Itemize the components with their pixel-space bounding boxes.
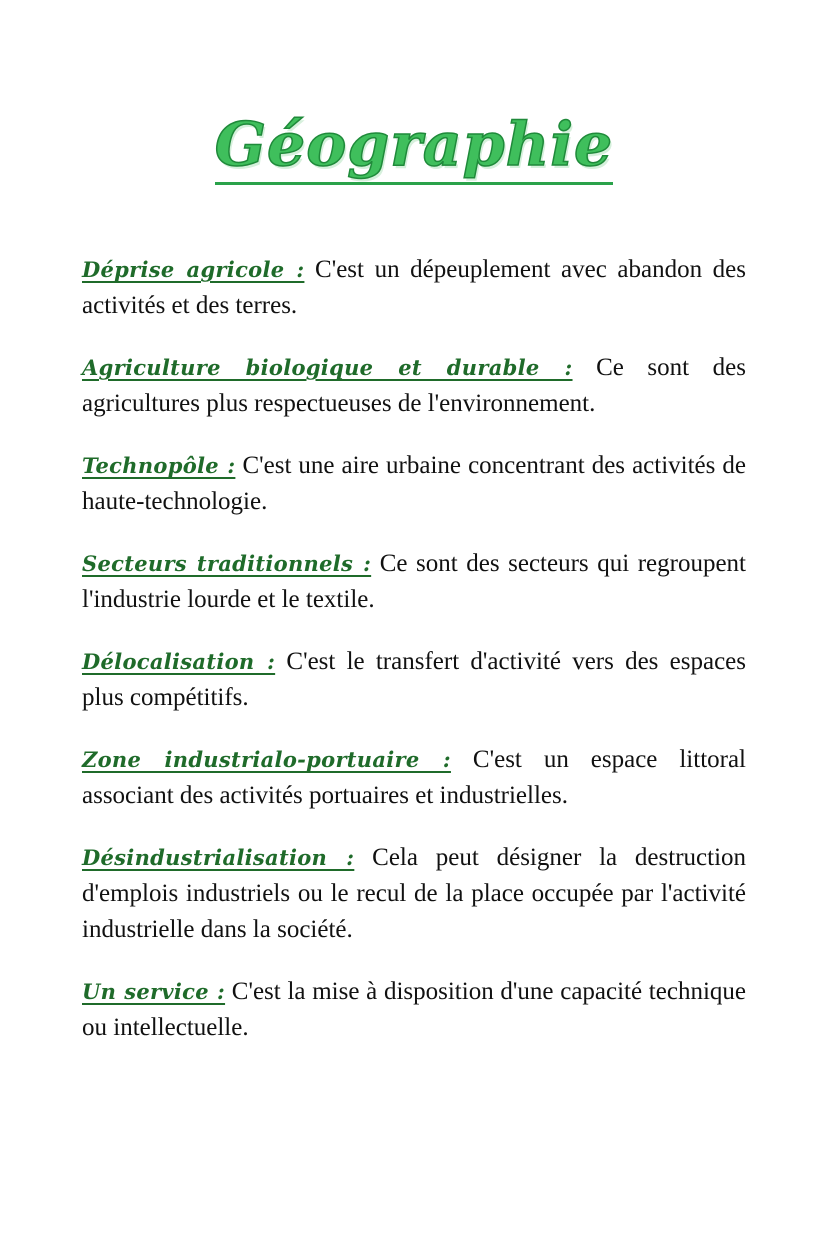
definition-text: C'est le transfert d'activité vers des espaces plus compétitifs. — [82, 648, 746, 711]
definition-term: Agriculture biologique et durable : — [82, 355, 573, 380]
definition-term: Délocalisation : — [82, 649, 276, 674]
page-title-text: Géographie — [215, 110, 613, 185]
definition-text: Ce sont des agricultures plus respectueuses de l'environnement. — [82, 354, 746, 417]
definition-item — [82, 252, 746, 324]
definition-text: C'est un dépeuplement avec abandon des activités et des terres. — [82, 256, 747, 319]
definition-term: Secteurs traditionnels : — [82, 551, 372, 576]
definition-item — [82, 974, 746, 1046]
definition-term: Désindustrialisation : — [82, 845, 355, 870]
page-title — [0, 100, 828, 190]
definition-item — [82, 742, 746, 814]
definition-item — [82, 350, 746, 422]
definition-item — [82, 644, 746, 716]
definition-text: Ce sont des secteurs qui regroupent l'industrie lourde et le textile. — [82, 550, 746, 613]
definition-term: Zone industrialo-portuaire : — [82, 747, 451, 772]
definition-text: C'est une aire urbaine concentrant des activités de haute-technologie. — [82, 452, 747, 515]
definition-item — [82, 546, 746, 618]
definitions-list — [82, 252, 746, 1072]
definition-text: C'est un espace littoral associant des activités portuaires et industrielles. — [82, 746, 747, 809]
definition-term: Un service : — [82, 979, 226, 1004]
definition-item — [82, 840, 746, 948]
definition-item — [82, 448, 746, 520]
definition-text: Cela peut désigner la destruction d'emplois industriels ou le recul de la place occupée par l'activité industrielle dans la société. — [82, 844, 747, 943]
definition-term: Déprise agricole : — [82, 257, 305, 282]
definition-term: Technopôle : — [82, 453, 236, 478]
definition-text: C'est la mise à disposition d'une capacité technique ou intellectuelle. — [82, 978, 746, 1041]
